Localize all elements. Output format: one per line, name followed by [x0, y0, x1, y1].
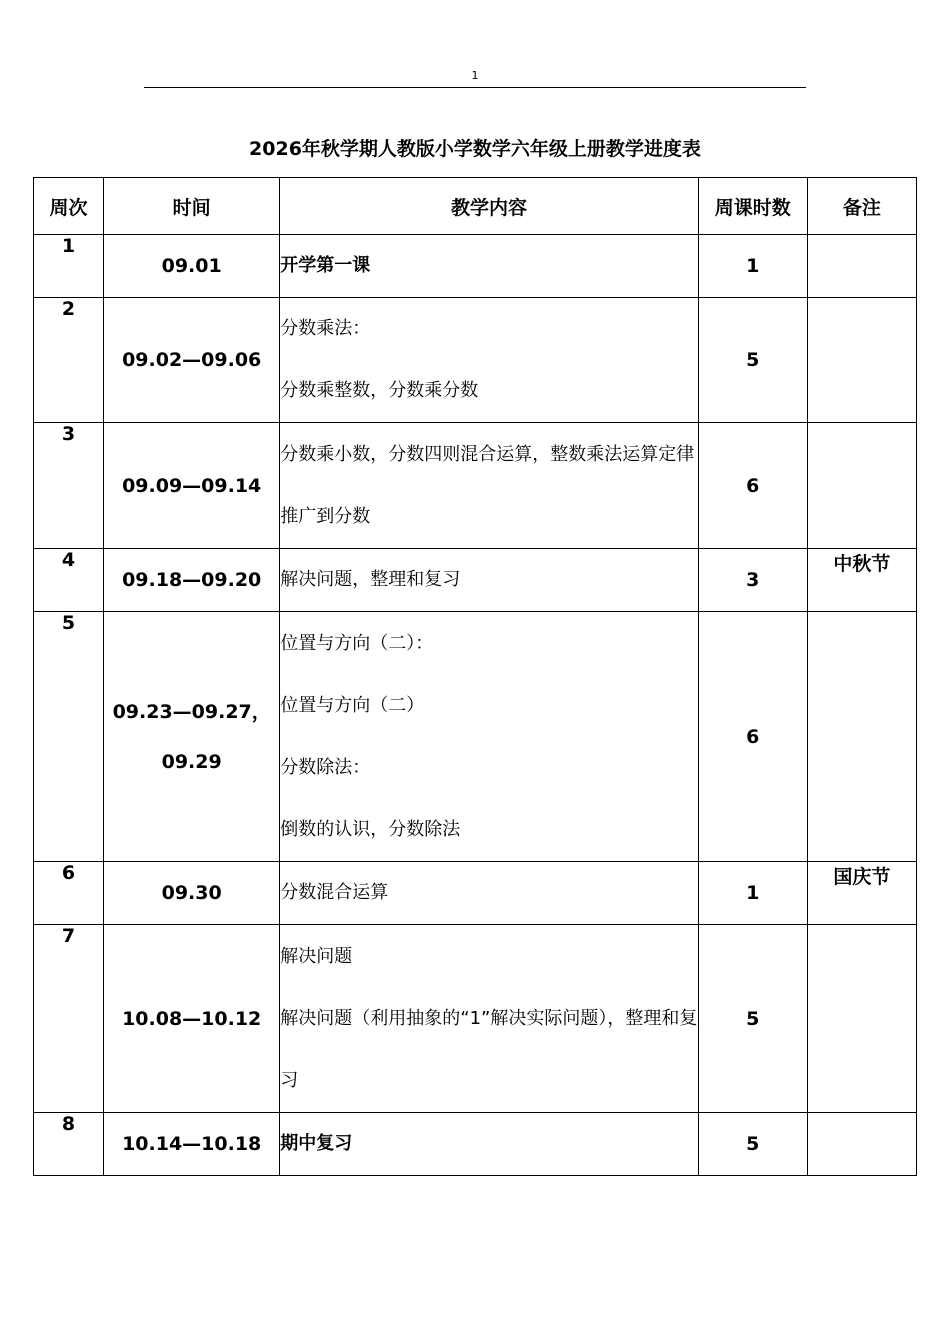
- header-rule: [144, 87, 806, 88]
- hours-cell: 5: [698, 298, 807, 423]
- week-cell: 8: [34, 1113, 104, 1176]
- week-cell: 4: [34, 549, 104, 612]
- content-line: 位置与方向（二）：: [280, 632, 434, 654]
- week-cell: 3: [34, 423, 104, 549]
- content-line: 解决问题，整理和复习: [280, 569, 461, 590]
- time-text: 09.09—09.14: [122, 474, 262, 497]
- hours-cell: 1: [698, 235, 807, 298]
- table-row: [34, 423, 917, 549]
- schedule-table: [33, 177, 917, 1176]
- content-line: 分数乘整数，分数乘分数: [280, 380, 479, 401]
- column-header-hours: 周课时数: [698, 178, 807, 235]
- content-line: 开学第一课: [280, 255, 371, 276]
- table-row: [34, 235, 917, 298]
- content-line: 分数乘小数，分数四则混合运算，整数乘法运算定律推广到分数: [280, 443, 695, 527]
- page-number: 1: [471, 69, 479, 82]
- table-row: [34, 925, 917, 1113]
- time-text: 09.30: [161, 882, 222, 904]
- table-row: [34, 549, 917, 612]
- content-line: 分数混合运算: [280, 882, 389, 903]
- note-cell: [807, 235, 916, 298]
- content-cell: [280, 235, 698, 298]
- time-cell: [104, 862, 280, 925]
- time-cell: [104, 298, 280, 423]
- column-header-content: 教学内容: [280, 178, 698, 235]
- content-cell: [280, 925, 698, 1113]
- note-cell: [807, 298, 916, 423]
- time-cell: [104, 235, 280, 298]
- content-line: 分数乘法：: [280, 318, 371, 339]
- hours-cell: 3: [698, 549, 807, 612]
- column-header-time: 时间: [104, 178, 280, 235]
- time-text: 09.29: [161, 750, 222, 773]
- content-line: 期中复习: [280, 1133, 353, 1154]
- content-line: 解决问题（利用抽象的“1”解决实际问题），整理和复习: [280, 1007, 698, 1091]
- time-text: 10.14—10.18: [122, 1133, 262, 1155]
- content-cell: [280, 1113, 698, 1176]
- time-cell: [104, 925, 280, 1113]
- time-text: 10.08—10.12: [122, 1007, 262, 1030]
- week-cell: 7: [34, 925, 104, 1113]
- time-text: 09.18—09.20: [122, 569, 262, 591]
- week-cell: 2: [34, 298, 104, 423]
- time-cell: [104, 549, 280, 612]
- table-row: [34, 862, 917, 925]
- content-cell: [280, 423, 698, 549]
- content-line: 解决问题: [280, 945, 353, 967]
- week-cell: 6: [34, 862, 104, 925]
- time-text: 09.23—09.27，: [112, 700, 271, 723]
- table-row: [34, 298, 917, 423]
- time-text: 09.01: [161, 255, 222, 277]
- hours-cell: 6: [698, 612, 807, 862]
- table-header-row: [34, 178, 917, 235]
- note-cell: [807, 423, 916, 549]
- column-header-note: 备注: [807, 178, 916, 235]
- note-cell: [807, 1113, 916, 1176]
- content-line: 位置与方向（二）: [280, 694, 425, 716]
- time-text: 09.02—09.06: [122, 349, 262, 371]
- content-cell: [280, 612, 698, 862]
- note-cell: [807, 612, 916, 862]
- table-row: [34, 1113, 917, 1176]
- note-cell: 国庆节: [807, 862, 916, 925]
- content-line: 倒数的认识，分数除法: [280, 818, 461, 840]
- hours-cell: 6: [698, 423, 807, 549]
- time-cell: [104, 612, 280, 862]
- content-cell: [280, 862, 698, 925]
- hours-cell: 5: [698, 925, 807, 1113]
- table-row: [34, 612, 917, 862]
- content-line: 分数除法：: [280, 756, 371, 778]
- document-title: 2026年秋学期人教版小学数学六年级上册教学进度表: [249, 138, 701, 160]
- time-cell: [104, 423, 280, 549]
- week-cell: 5: [34, 612, 104, 862]
- content-cell: [280, 549, 698, 612]
- week-cell: 1: [34, 235, 104, 298]
- note-cell: 中秋节: [807, 549, 916, 612]
- hours-cell: 5: [698, 1113, 807, 1176]
- time-cell: [104, 1113, 280, 1176]
- column-header-week: 周次: [34, 178, 104, 235]
- hours-cell: 1: [698, 862, 807, 925]
- note-cell: [807, 925, 916, 1113]
- content-cell: [280, 298, 698, 423]
